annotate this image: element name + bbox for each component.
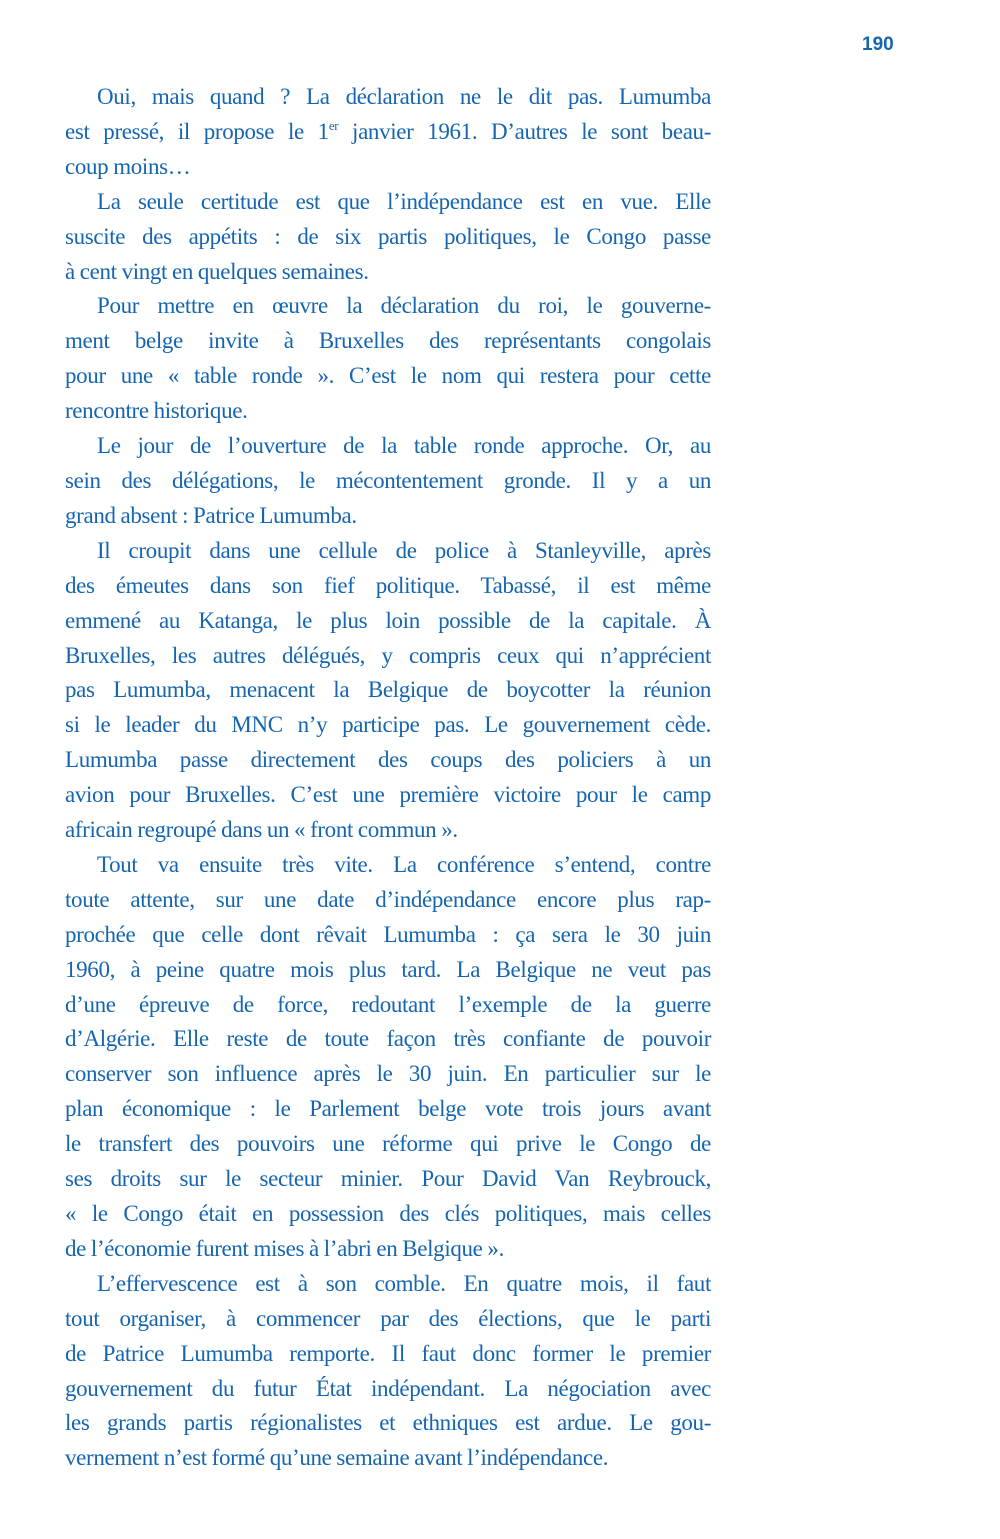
text-line: 1960, à peine quatre mois plus tard. La Belgique ne veut pas xyxy=(65,956,711,982)
text-line: L’effervescence est à son comble. En quatre mois, il faut xyxy=(97,1270,711,1296)
paragraph xyxy=(65,289,711,429)
text-span: est pressé, il propose le 1 xyxy=(65,118,329,144)
text-line: Le jour de l’ouverture de la table ronde approche. Or, au xyxy=(97,433,711,459)
text-line: sein des délégations, le mécontentement gronde. Il y a un xyxy=(65,467,711,493)
text-line: plan économique : le Parlement belge vote trois jours avant xyxy=(65,1096,711,1122)
text-line: si le leader du MNC n’y participe pas. Le gouvernement cède. xyxy=(65,712,711,738)
text-line: Oui, mais quand ? La déclaration ne le dit pas. Lumumba xyxy=(97,84,711,109)
text-line: africain regroupé dans un « front commun ». xyxy=(65,817,458,843)
paragraph xyxy=(65,848,711,1267)
text-line: vernement n’est formé qu’une semaine avant l’indépendance. xyxy=(65,1445,609,1471)
text-line: de l’économie furent mises à l’abri en Belgique ». xyxy=(65,1235,504,1261)
text-line: rencontre historique. xyxy=(65,398,248,424)
text-line: à cent vingt en quelques semaines. xyxy=(65,258,369,284)
text-line: Bruxelles, les autres délégués, y compris ceux qui n’apprécient xyxy=(65,642,711,668)
text-line: ses droits sur le secteur minier. Pour David Van Reybrouck, xyxy=(65,1166,711,1192)
text-line: prochée que celle dont rêvait Lumumba : ça sera le 30 juin xyxy=(65,921,711,947)
text-line: pour une « table ronde ». C’est le nom qui restera pour cette xyxy=(65,363,711,389)
body-text xyxy=(65,80,711,1476)
text-line: conserver son influence après le 30 juin. En particulier sur le xyxy=(65,1061,711,1087)
text-line: gouvernement du futur État indépendant. La négociation avec xyxy=(65,1375,711,1401)
text-line: les grands partis régionalistes et ethniques est ardue. Le gou- xyxy=(65,1410,711,1436)
text-line: ment belge invite à Bruxelles des représentants congolais xyxy=(65,328,711,354)
text-line: La seule certitude est que l’indépendance est en vue. Elle xyxy=(97,188,711,214)
text-line: suscite des appétits : de six partis politiques, le Congo passe xyxy=(65,223,711,249)
text-line: Il croupit dans une cellule de police à Stanleyville, après xyxy=(97,537,711,563)
text-line: Lumumba passe directement des coups des policiers à un xyxy=(65,747,711,773)
text-span: janvier 1961. D’autres le sont beau- xyxy=(338,118,712,144)
text-line: Tout va ensuite très vite. La conférence s’entend, contre xyxy=(97,851,711,877)
text-line: le transfert des pouvoirs une réforme qui prive le Congo de xyxy=(65,1131,711,1157)
text-line xyxy=(65,115,711,150)
text-line: d’Algérie. Elle reste de toute façon très confiante de pouvoir xyxy=(65,1026,711,1052)
text-line: tout organiser, à commencer par des élections, que le parti xyxy=(65,1305,711,1331)
paragraph xyxy=(65,80,711,185)
paragraph xyxy=(65,185,711,290)
text-line: emmené au Katanga, le plus loin possible de la capitale. À xyxy=(65,607,711,633)
text-line: pas Lumumba, menacent la Belgique de boycotter la réunion xyxy=(65,677,711,703)
text-line: grand absent : Patrice Lumumba. xyxy=(65,502,357,528)
page-number: 190 xyxy=(862,34,894,55)
paragraph xyxy=(65,429,711,534)
text-line: Pour mettre en œuvre la déclaration du roi, le gouverne- xyxy=(97,293,711,319)
text-line: avion pour Bruxelles. C’est une première victoire pour le camp xyxy=(65,782,711,808)
text-line: « le Congo était en possession des clés politiques, mais celles xyxy=(65,1201,711,1226)
text-line: d’une épreuve de force, redoutant l’exemple de la guerre xyxy=(65,991,711,1017)
text-line: des émeutes dans son fief politique. Tabassé, il est même xyxy=(65,572,711,598)
paragraph xyxy=(65,1267,711,1476)
text-line: toute attente, sur une date d’indépendance encore plus rap- xyxy=(65,886,711,912)
text-line: coup moins… xyxy=(65,153,191,179)
superscript: er xyxy=(328,117,339,133)
text-line: de Patrice Lumumba remporte. Il faut donc former le premier xyxy=(65,1340,711,1366)
paragraph xyxy=(65,534,711,848)
